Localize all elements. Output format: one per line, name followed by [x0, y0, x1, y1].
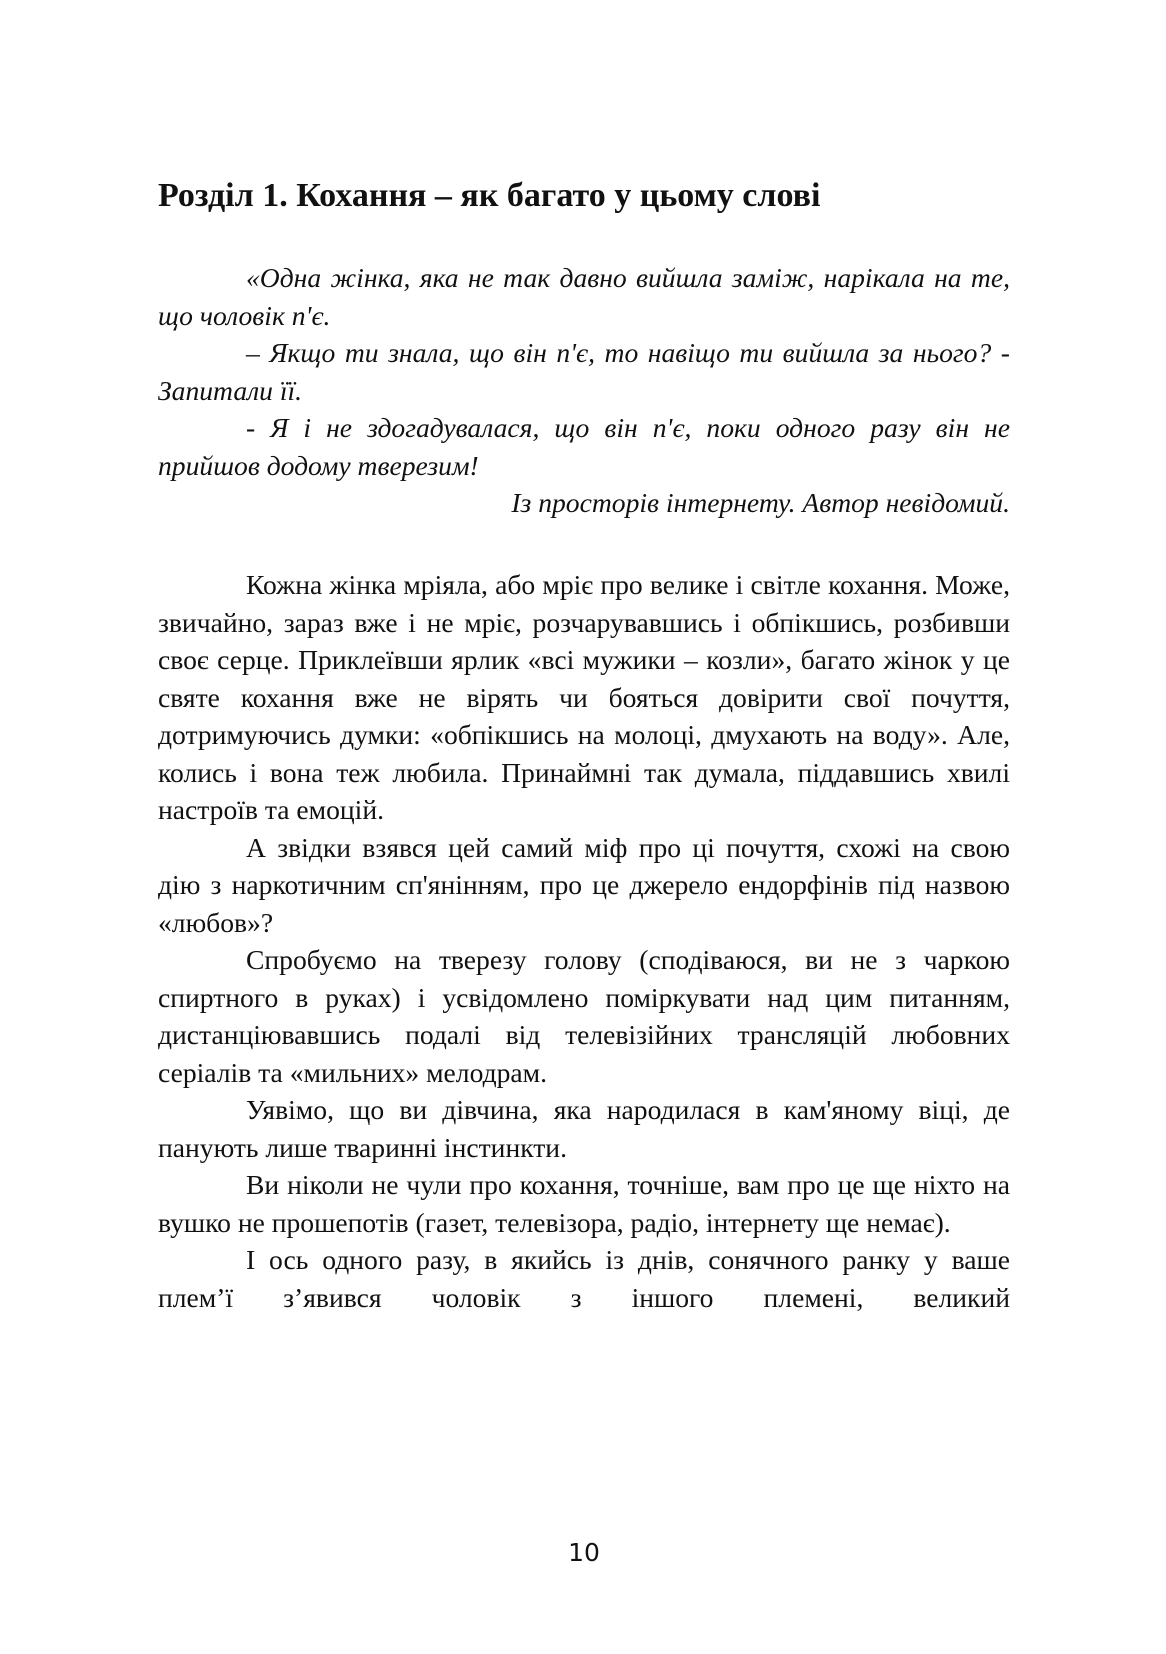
body-paragraph: Кожна жінка мріяла, або мріє про велике і світле кохання. Може, звичайно, зараз вже і не мріє, розчарувавшись і обпікшись, розбивши своє серце. Приклеївши ярлик «всі мужики – козли», багато жінок у це святе кохання вже не вірять чи бояться довірити свої почуття, дотримуючись думки: «обпікшись на молоці, дмухають на воду». Але, колись і вона теж любила. Принаймні так думала, піддавшись хвилі настроїв та емоцій.	[158, 569, 1010, 825]
body-paragraph: Спробуємо на тверезу голову (сподіваюся, ви не з чаркою спиртного в руках) і усвідомлено поміркувати над цим питанням, дистанціювавшись подалі від телевізійних трансляцій любовних серіалів та «мильних» мелодрам.	[158, 944, 1010, 1088]
chapter-title: Розділ 1. Кохання – як багато у цьому слові	[158, 177, 821, 214]
body-paragraph: Уявімо, що ви дівчина, яка народилася в кам'яному віці, де панують лише тваринні інстинкти.	[158, 1094, 1010, 1163]
body-paragraph: І ось одного разу, в якийсь із днів, сонячного ранку у ваше плем’ї з’явився чоловік з іншого племені, великий	[158, 1244, 1010, 1313]
epigraph-attribution: Із просторів інтернету. Автор невідомий.	[511, 487, 1010, 518]
page-number: 10	[568, 1538, 600, 1567]
body-paragraph: Ви ніколи не чули про кохання, точніше, вам про це ще ніхто на вушко не прошепотів (газет, телевізора, радіо, інтернету ще немає).	[158, 1169, 1010, 1238]
epigraph-line: – Якщо ти знала, що він п'є, то навіщо ти вийшла за нього? - Запитали її.	[158, 337, 1010, 406]
book-page	[158, 0, 1010, 1654]
body-paragraph: А звідки взявся цей самий міф про ці почуття, схожі на свою дію з наркотичним сп'янінням, про це джерело ендорфінів під назвою «любов»?	[158, 831, 1010, 938]
epigraph	[158, 259, 1010, 522]
body-text	[158, 566, 1010, 1316]
epigraph-line: - Я і не здогадувалася, що він п'є, поки одного разу він не прийшов додому тверезим!	[158, 412, 1010, 481]
epigraph-line: «Одна жінка, яка не так давно вийшла заміж, нарікала на те, що чоловік п'є.	[158, 262, 1010, 331]
